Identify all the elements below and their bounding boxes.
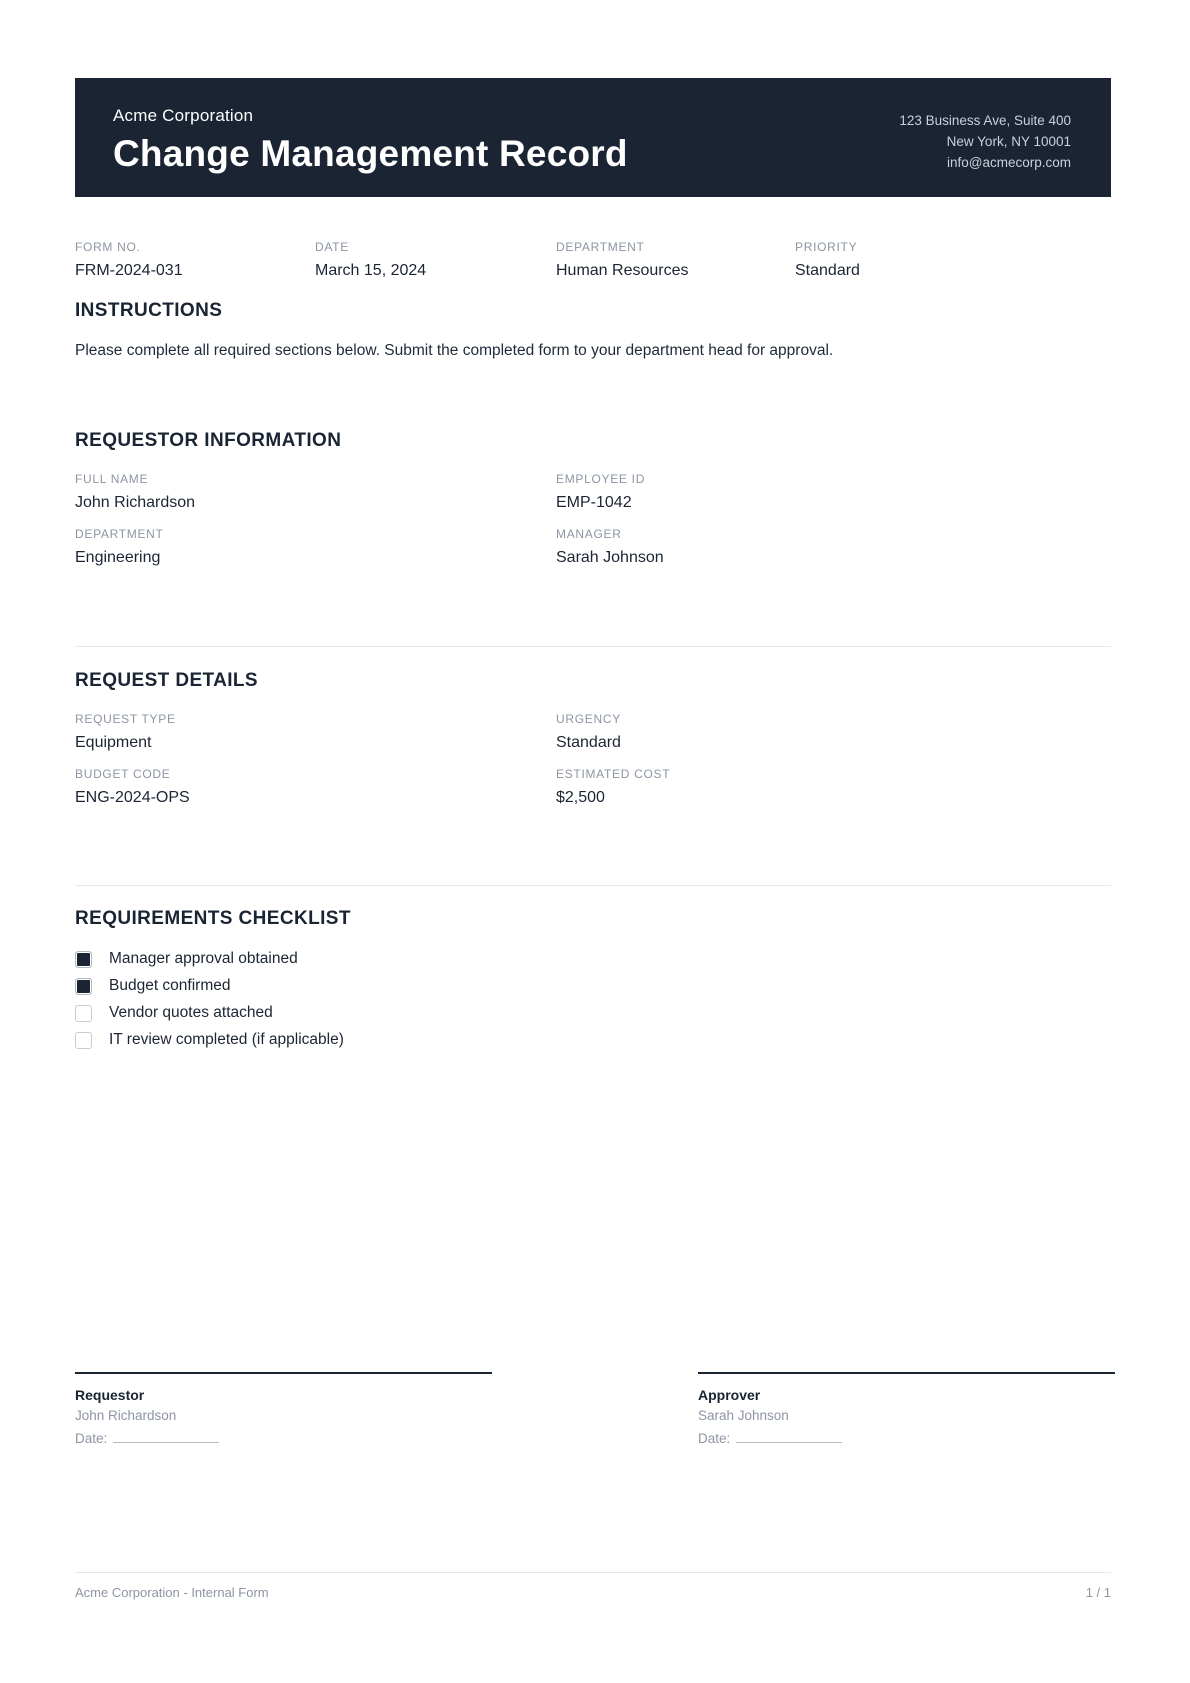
meta-field-priority [795,239,1111,281]
field-value: Standard [556,734,621,751]
company-name: Acme Corporation [113,106,254,125]
field-value: Standard [795,262,860,279]
page-footer [75,1572,1111,1600]
field-label: BUDGET CODE [75,767,171,781]
document-header [75,78,1111,197]
meta-field-date [315,239,556,281]
instructions-heading: INSTRUCTIONS [75,300,223,321]
checklist-item [75,1002,1111,1024]
signature-date-row [698,1430,1115,1446]
date-fill-line [113,1430,219,1443]
checklist-item-label: Vendor quotes attached [109,1004,273,1021]
section-divider [75,885,1111,886]
meta-field-form-no [75,239,315,281]
field-estimated-cost [556,766,1111,808]
field-request-type [75,711,556,753]
field-label: REQUEST TYPE [75,712,176,726]
signature-role: Requestor [75,1387,145,1403]
checklist-item [75,975,1111,997]
field-label: FULL NAME [75,472,149,486]
address-line-3: info@acmecorp.com [947,155,1071,170]
signature-role: Approver [698,1387,761,1403]
request-details-section [75,669,1111,808]
field-department [75,526,556,568]
date-label: Date: [75,1431,108,1446]
form-meta-row [75,239,1111,281]
date-label: Date: [698,1431,731,1446]
signature-name: John Richardson [75,1408,177,1423]
field-label: ESTIMATED COST [556,767,671,781]
field-employee-id [556,471,1111,513]
date-fill-line [736,1430,842,1443]
checklist-item-label: Manager approval obtained [109,950,298,967]
field-label: DEPARTMENT [75,527,164,541]
field-label: MANAGER [556,527,622,541]
checklist-item-label: Budget confirmed [109,977,231,994]
field-label: DATE [315,240,349,254]
field-label: FORM NO. [75,240,141,254]
checklist-item [75,948,1111,970]
field-label: EMPLOYEE ID [556,472,646,486]
field-value: EMP-1042 [556,494,632,511]
checklist-checkbox[interactable] [75,978,92,995]
field-manager [556,526,1111,568]
field-value: FRM-2024-031 [75,262,183,279]
field-value: Equipment [75,734,152,751]
meta-field-department [556,239,795,281]
requestor-information-section [75,429,1111,568]
field-value: March 15, 2024 [315,262,427,279]
checklist-checkbox[interactable] [75,1032,92,1049]
field-urgency [556,711,1111,753]
request-details-heading: REQUEST DETAILS [75,670,258,691]
checklist-item-label: IT review completed (if applicable) [109,1031,344,1048]
signature-block-requestor [75,1372,492,1446]
page-number: 1 / 1 [1085,1585,1111,1600]
field-value: Human Resources [556,262,689,279]
instructions-section [75,299,1111,362]
signature-block-approver [698,1372,1115,1446]
address-line-1: 123 Business Ave, Suite 400 [899,113,1071,128]
requirements-checklist-section [75,907,1111,1051]
field-label: PRIORITY [795,240,858,254]
signature-name: Sarah Johnson [698,1408,789,1423]
requestor-information-heading: REQUESTOR INFORMATION [75,430,342,451]
signature-line [75,1372,492,1374]
field-value: Sarah Johnson [556,549,664,566]
checklist [75,948,1111,1051]
company-address [899,110,1071,173]
signature-row [75,1372,1115,1446]
request-details-fields [75,711,1111,808]
signature-line [698,1372,1115,1374]
field-value: $2,500 [556,789,605,806]
address-line-2: New York, NY 10001 [946,134,1071,149]
field-budget-code [75,766,556,808]
field-value: ENG-2024-OPS [75,789,190,806]
document-title: Change Management Record [113,133,628,174]
field-full-name [75,471,556,513]
footer-left-text: Acme Corporation - Internal Form [75,1585,269,1600]
field-label: DEPARTMENT [556,240,645,254]
instructions-text: Please complete all required sections below. Submit the completed form to your department head for approval. [75,342,834,359]
section-divider [75,646,1111,647]
header-left [113,106,628,175]
signature-date-row [75,1430,492,1446]
field-value: Engineering [75,549,161,566]
field-label: URGENCY [556,712,621,726]
field-value: John Richardson [75,494,196,511]
requirements-checklist-heading: REQUIREMENTS CHECKLIST [75,908,351,929]
checklist-item [75,1029,1111,1051]
requestor-information-fields [75,471,1111,568]
checklist-checkbox[interactable] [75,951,92,968]
checklist-checkbox[interactable] [75,1005,92,1022]
